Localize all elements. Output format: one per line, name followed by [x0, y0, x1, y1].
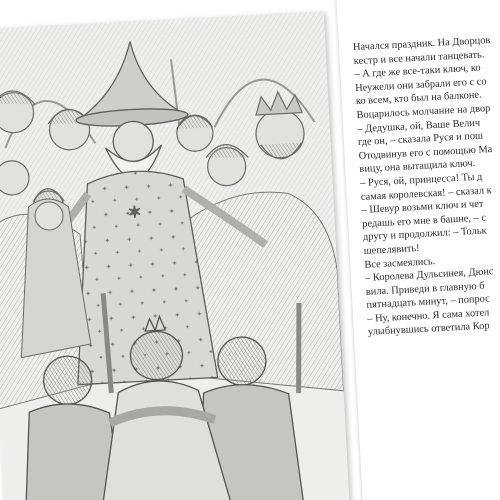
text-line: – А где же все-таки ключ, ко [354, 62, 481, 81]
text-line: Воцарилось молчание на двор [356, 103, 491, 122]
text-line: – Руся, ой, принцесса! Ты д [359, 171, 483, 189]
text-line: Неужели они забрали его с со [354, 76, 487, 94]
text-line: улыбнувшись ответила Кор [367, 320, 490, 339]
text-line: вицу, она вытащила ключ. [359, 158, 476, 176]
text-line: Начался праздник. На Дворцов [352, 35, 491, 54]
text-line: кестр и все начали танцевать. [353, 48, 485, 67]
text-line: шепелявить! [363, 242, 420, 257]
text-line: вила. Приведи в главную б [365, 280, 485, 298]
text-page [336, 0, 500, 500]
text-line: другу и продолжил: – Тольк [362, 225, 487, 244]
text-line: – Ну, конечно. Я сама хотел [366, 307, 490, 325]
text-line: – Шевур возьми ключ и чет [361, 198, 484, 217]
text-line: Отодвинув его с помощью Ма [358, 143, 493, 162]
text-line: редашь его мне в башне, – с [362, 212, 487, 230]
illustration-page [0, 11, 350, 500]
story-text [353, 29, 500, 340]
text-line: Все засмеялись. [364, 255, 436, 271]
text-line: ко всем, кто был на балконе. [355, 89, 482, 108]
text-line: – Дедушка, ой, Ваше Велич [357, 117, 481, 135]
illustration [0, 11, 350, 500]
text-line: – Королева Дульсинея, Дюнс [364, 266, 494, 284]
text-line: самая королевская! – сказал к [360, 184, 492, 203]
text-line: где он, – сказала Руся и пош [357, 130, 484, 149]
text-line: пятнадцать минут, – попрос [366, 293, 491, 312]
star-icon: ✶ [127, 202, 142, 222]
